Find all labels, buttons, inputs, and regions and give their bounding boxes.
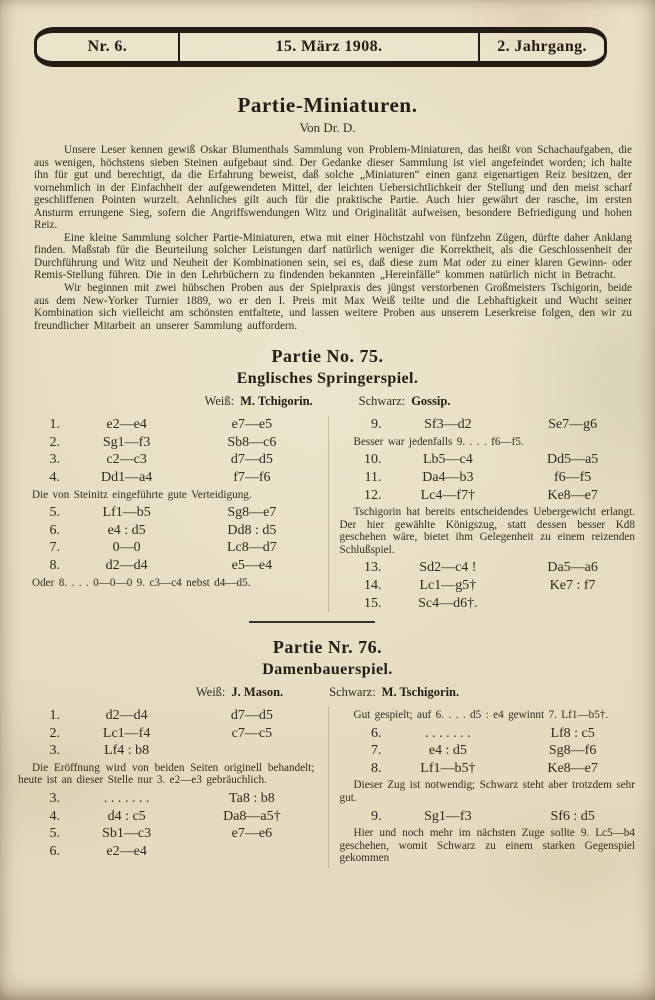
black-move: Sf6 : d5 (550, 808, 595, 824)
move-number: 10. (364, 452, 382, 468)
move-row (340, 487, 636, 505)
intro-paragraph: Eine kleine Sammlung solcher Partie-Miniaturen, etwa mit einer Höchstzahl von fünfzehn Zügen, dürfte daher Anklang finden. Maßstab für die Beurteilung solcher Leistungen darf natürlich weniger die Korrektheit, als die Geschlossenheit der Durchführung und Witz und Neuheit der Kombinationen sein, sei es, daß diese zum Mat oder zu einer klaren Gewinn- oder Remis-Stellung führen. Die in den Lehrbüchern zu findenden bekannten „Hereinfälle“ kommen natürlich nicht in Betracht. (34, 231, 632, 282)
players-line (0, 685, 655, 700)
move-number: 1. (49, 708, 60, 724)
moves-column-left (0, 416, 328, 592)
move-number: 15. (364, 595, 382, 611)
issue-date: 15. März 1908. (178, 33, 478, 61)
move-row (340, 416, 636, 434)
black-move (510, 595, 635, 613)
move-number: 8. (49, 557, 60, 573)
white-move: Lc1—g5† (419, 577, 477, 593)
white-player-name: M. Tchigorin. (240, 394, 313, 409)
white-move: d4 : c5 (107, 808, 146, 824)
byline: Von Dr. D. (299, 120, 356, 135)
annotation: Tschigorin hat bereits entscheidendes Uebergewicht erlangt. Der hier gewählte Königszug, statt dessen besser Kd8 geschehen wäre, bietet ihm Gelegenheit zu einem reizenden Schlußspiel. (339, 506, 635, 556)
move-row (18, 843, 315, 861)
white-move: Lf4 : b8 (104, 743, 150, 759)
move-row (340, 808, 636, 826)
black-move: f6—f5 (553, 469, 592, 485)
masthead (34, 27, 607, 67)
white-move: 0—0 (112, 540, 141, 556)
white-move: Dd1—a4 (100, 469, 153, 485)
intro-paragraph: Wir beginnen mit zwei hübschen Proben aus der Spielpraxis des jüngst verstorbenen Großmeisters Tschigorin, beide aus dem New-Yorker Turnier 1889, wo er den I. Preis mit Max Weiß teilte und die Lebhaftigkeit und Wucht seiner Kombination sich vielleicht am schönsten entfaltete, und lassen weitere Proben aus unserem Leserkreise folgen, den wir zu freundlicher Mitarbeit an unserer Sammlung auffordern. (34, 282, 632, 332)
move-number: 14. (364, 577, 382, 593)
black-move: c7—c5 (231, 725, 273, 741)
black-move: Da8—a5† (223, 808, 281, 824)
move-row (18, 434, 315, 452)
games (0, 346, 655, 868)
black-move: Ke8—e7 (547, 487, 598, 503)
issue-number: Nr. 6. (87, 38, 128, 55)
black-move: Dd8 : d5 (227, 522, 277, 538)
black-move: Ke7 : f7 (549, 577, 596, 593)
white-move: Lf1—b5 (102, 505, 151, 521)
move-row (18, 742, 315, 760)
black-move: e5—e4 (231, 557, 273, 573)
intro-paragraph: Unsere Leser kennen gewiß Oskar Blumenthals Sammlung von Problem-Miniaturen, das heißt von Schachaufgaben, die aus wenigen, höchstens sieben Steinen aufgebaut sind. Der Gedanke dieser Sammlung ist viel angefeindet worden; ich halte ihn für gut und berechtigt, da die Erfahrung beweist, daß solche „Miniaturen“ einen ganz eigenartigen Reiz besitzen, der vornehmlich in der Einfachheit der aufgewendeten Mittel, der leichten Uebersichtlichkeit der Stellung und den meist scharf geschliffenen Pointen wurzelt. Aehnliches gilt auch für die praktische Partie. Auch hier gewährt der rasche, im ersten Ansturm errungene Sieg, sofern die Angriffswendungen Witz und Originalität aufweisen, besondere Befriedigung und hohen Reiz. (34, 144, 632, 232)
white-player-name: J. Mason. (231, 685, 284, 700)
white-move: e4 : d5 (428, 743, 467, 759)
moves-column-left (0, 707, 328, 860)
move-row (18, 707, 315, 725)
white-move: . . . . . . . (425, 725, 471, 741)
move-number: 8. (371, 760, 382, 776)
black-move: Lf8 : c5 (550, 725, 595, 741)
move-row (340, 725, 636, 743)
black-move: Se7—g6 (548, 417, 598, 433)
white-move: e2—e4 (106, 843, 147, 859)
move-row (18, 808, 315, 826)
game-section (0, 637, 655, 868)
black-move: Sb8—c6 (227, 434, 277, 450)
move-row (340, 760, 636, 778)
white-move: Lc4—f7† (420, 487, 476, 503)
move-number: 5. (49, 826, 60, 842)
annotation: Besser war jedenfalls 9. . . . f6—f5. (353, 435, 524, 448)
black-move: Ke8—e7 (547, 760, 598, 776)
annotation: Dieser Zug ist notwendig; Schwarz steht aber trotzdem sehr gut. (339, 779, 635, 804)
move-row (18, 522, 315, 540)
move-number: 3. (49, 743, 60, 759)
black-move: e7—e6 (231, 826, 273, 842)
move-number: 9. (371, 808, 382, 824)
annotation: Oder 8. . . . 0—0—0 9. c3—c4 nebst d4—d5. (32, 576, 251, 589)
move-number: 6. (371, 725, 382, 741)
move-number: 11. (364, 469, 382, 485)
white-move: e4 : d5 (107, 522, 146, 538)
white-move: d2—d4 (105, 557, 148, 573)
black-move: Lc8—d7 (226, 540, 277, 556)
black-move (189, 843, 314, 861)
move-number: 4. (49, 469, 60, 485)
move-number: 7. (49, 540, 60, 556)
white-move: Lf1—b5† (420, 760, 476, 776)
black-move: Sg8—e7 (227, 505, 277, 521)
black-player-name: Gossip. (411, 394, 451, 409)
black-move: Da5—a6 (547, 560, 598, 576)
move-row (18, 504, 315, 522)
move-row (18, 539, 315, 557)
black-move: Sg8—f6 (548, 743, 597, 759)
white-move: Sd2—c4 ! (419, 560, 477, 576)
black-move: Ta8 : b8 (229, 790, 275, 806)
game-section (0, 346, 655, 612)
annotation: Die Eröffnung wird von beiden Seiten originell behandelt; heute ist an dieser Stelle nur 3. e2—e3 gebräuchlich. (18, 761, 315, 787)
move-row (18, 451, 315, 469)
move-row (18, 825, 315, 843)
move-row (340, 469, 636, 487)
players-line (0, 394, 655, 409)
game-opening: Damenbauerspiel. (262, 661, 393, 679)
game-opening: Englisches Springerspiel. (236, 370, 419, 388)
move-row (340, 559, 636, 577)
move-number: 2. (49, 725, 60, 741)
move-row (18, 725, 315, 743)
white-move: c2—c3 (106, 452, 147, 468)
black-move: f7—f6 (233, 469, 271, 485)
game-title: Partie Nr. 76. (272, 637, 383, 658)
annotation: Die von Steinitz eingeführte gute Verteidigung. (32, 488, 252, 501)
move-row (340, 451, 636, 469)
move-row (18, 557, 315, 575)
white-move: Sc4—d6†. (418, 595, 478, 611)
black-move: d7—d5 (230, 708, 273, 724)
white-label: Weiß: (204, 394, 235, 409)
black-label: Schwarz: (329, 685, 376, 700)
black-move (189, 742, 314, 760)
white-move: Lc1—f4 (102, 725, 151, 741)
section-divider (249, 621, 375, 623)
black-player-name: M. Tschigorin. (381, 685, 460, 700)
white-label: Weiß: (195, 685, 226, 700)
move-number: 7. (371, 743, 382, 759)
intro-paragraphs (0, 144, 655, 332)
move-number: 12. (364, 487, 382, 503)
black-move: d7—d5 (230, 452, 273, 468)
game-title: Partie No. 75. (271, 346, 384, 367)
annotation: Gut gespielt; auf 6. . . . d5 : e4 gewinnt 7. Lf1—b5†. (353, 709, 609, 722)
white-move: Sf3—d2 (424, 417, 472, 433)
black-move: e7—e5 (231, 417, 273, 433)
move-number: 2. (49, 434, 60, 450)
white-move: Sg1—f3 (102, 434, 151, 450)
white-move: Da4—b3 (422, 469, 474, 485)
black-move: Dd5—a5 (546, 452, 599, 468)
article-title: Partie-Miniaturen. (237, 93, 418, 117)
move-row (18, 416, 315, 434)
black-label: Schwarz: (358, 394, 406, 409)
game-columns (0, 707, 655, 868)
annotation: Hier und noch mehr im nächsten Zuge sollte 9. Lc5—b4 geschehen, womit Schwarz zu einem starken Gegenspiel gekommen (339, 827, 635, 865)
moves-column-right (328, 707, 655, 868)
white-move: d2—d4 (105, 708, 148, 724)
move-row (340, 595, 636, 613)
move-number: 4. (49, 808, 60, 824)
move-number: 6. (49, 843, 60, 859)
move-number: 5. (49, 505, 60, 521)
move-number: 3. (49, 790, 60, 806)
moves-column-right (328, 416, 655, 612)
white-move: Sb1—c3 (102, 826, 152, 842)
move-number: 1. (49, 417, 60, 433)
game-columns (0, 416, 655, 612)
white-move: Sg1—f3 (424, 808, 472, 824)
move-row (340, 742, 636, 760)
white-move: Lb5—c4 (422, 452, 473, 468)
white-move: . . . . . . . (103, 790, 150, 806)
volume-label: 2. Jahrgang. (478, 33, 604, 61)
move-number: 3. (49, 452, 60, 468)
move-number: 9. (371, 417, 382, 433)
move-row (340, 577, 636, 595)
move-row (18, 790, 315, 808)
move-number: 6. (49, 522, 60, 538)
white-move: e2—e4 (106, 417, 147, 433)
move-number: 13. (364, 560, 382, 576)
move-row (18, 469, 315, 487)
